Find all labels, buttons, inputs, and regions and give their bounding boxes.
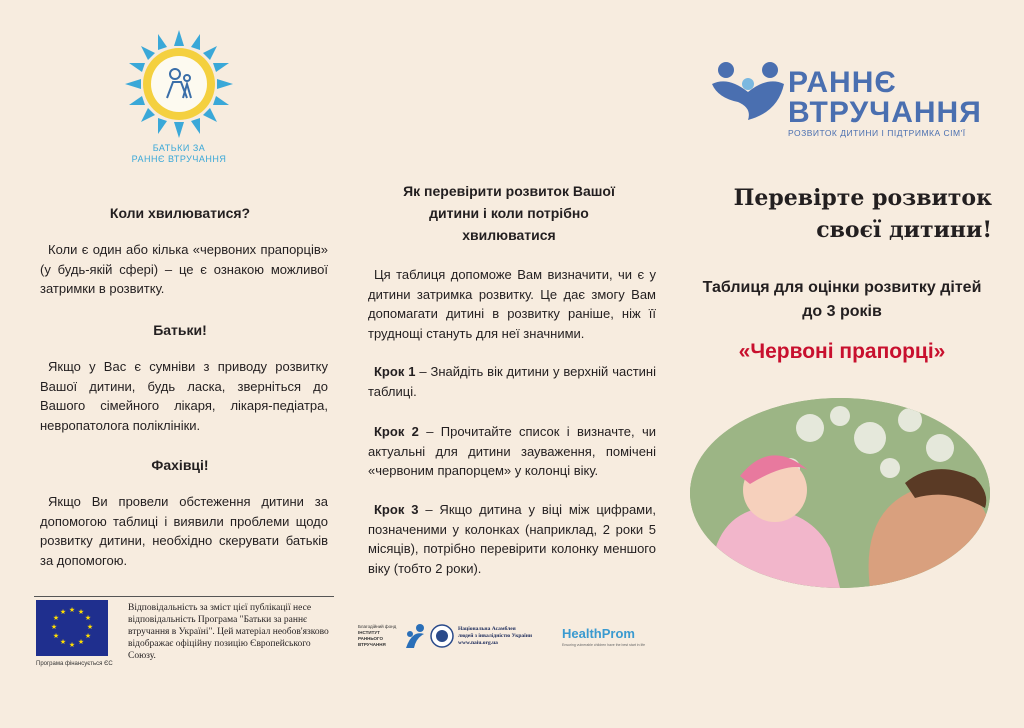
svg-text:★: ★ bbox=[52, 633, 60, 640]
intro-text: Ця таблиця допоможе Вам визначити, чи є у дитини затримка розвитку. Це дає змогу Вам допомагати дитині в розвитку раніше, ніж її труднощі стануть для неї значними. bbox=[368, 267, 656, 341]
partner-institute bbox=[358, 618, 438, 658]
partner-1-line-1: Благодійний фонд bbox=[358, 624, 397, 629]
right-panel bbox=[672, 0, 1024, 728]
step-2-text: – Прочитайте список і визначте, чи актуальні для дитини зауваження, помічені «червоним прапорцем» у колонці віку. bbox=[368, 424, 656, 478]
step-3-label: Крок 3 bbox=[374, 502, 419, 517]
father-baby-photo bbox=[690, 398, 990, 588]
svg-text:★: ★ bbox=[59, 639, 67, 646]
rv-line-1: РАННЄ bbox=[788, 66, 897, 99]
svg-text:★: ★ bbox=[68, 607, 76, 614]
partner-healthprom bbox=[562, 618, 662, 658]
svg-text:★: ★ bbox=[50, 624, 58, 631]
divider bbox=[34, 596, 334, 597]
early-intervention-logo-icon bbox=[708, 58, 788, 128]
partner-2-line-3: www.naiu.org.ua bbox=[458, 640, 498, 646]
partner-1-line-2: ІНСТИТУТ bbox=[358, 630, 380, 635]
page-subtitle: Таблиця для оцінки розвитку дітей до 3 років bbox=[702, 279, 982, 320]
svg-text:★: ★ bbox=[77, 639, 85, 646]
logo-line-1: БАТЬКИ ЗА bbox=[152, 143, 206, 153]
svg-text:★: ★ bbox=[59, 609, 67, 616]
svg-text:★: ★ bbox=[86, 624, 94, 631]
partner-1-line-3: РАННЬОГО bbox=[358, 636, 384, 641]
parents-text: Якщо у Вас є сумніви з приводу розвитку Вашої дитини, будь ласка, зверніться до Вашого сімейного лікаря, лікаря-педіатра, невропатолога поліклініки. bbox=[40, 359, 328, 433]
left-panel bbox=[0, 0, 352, 728]
parents-heading: Батьки! bbox=[153, 322, 207, 338]
early-intervention-subtitle: РОЗВИТОК ДИТИНИ І ПІДТРИМКА СІМ'Ї bbox=[788, 128, 966, 138]
eu-flag-icon bbox=[36, 600, 108, 656]
svg-text:★: ★ bbox=[77, 609, 85, 616]
when-worry-heading: Коли хвилюватися? bbox=[109, 205, 251, 221]
svg-text:★: ★ bbox=[52, 615, 60, 622]
how-to-check-heading: Як перевірити розвиток Вашої дитини і коли потрібно хвилюватися bbox=[403, 183, 615, 243]
red-flags-title: «Червоні прапорці» bbox=[738, 340, 946, 363]
partner-1-line-4: ВТРУЧАННЯ bbox=[358, 642, 386, 647]
when-worry-text: Коли є один або кілька «червоних прапорців» (у будь-якій сфері) – це є ознакою можливої затримки в розвитку. bbox=[40, 242, 328, 296]
svg-text:★: ★ bbox=[68, 642, 76, 649]
page-title: Перевірте розвиток своєї дитини! bbox=[733, 185, 992, 243]
partner-2-line-2: людей з інвалідністю України bbox=[458, 633, 533, 639]
step-3 bbox=[368, 500, 656, 578]
svg-text:★: ★ bbox=[84, 633, 92, 640]
healthprom-tagline: Ensuring vulnerable children have the best start in life bbox=[562, 643, 646, 647]
early-intervention-title bbox=[788, 68, 982, 128]
rv-line-2: ВТРУЧАННЯ bbox=[788, 96, 982, 129]
step-2-label: Крок 2 bbox=[374, 424, 419, 439]
eu-caption: Програма фінансується ЄС bbox=[36, 661, 113, 667]
step-1 bbox=[368, 362, 656, 401]
institute-logo-icon bbox=[402, 622, 430, 650]
parents-logo-text bbox=[120, 143, 238, 165]
step-3-text: – Якщо дитина у віці між цифрами, позначеними у колонках (наприклад, 2 роки 5 місяців), потрібно перевірити колонку меншого віку (тобто 2 роки). bbox=[368, 502, 656, 576]
healthprom-name: HealthProm bbox=[562, 626, 635, 641]
step-2 bbox=[368, 422, 656, 481]
step-1-label: Крок 1 bbox=[374, 364, 416, 379]
logo-line-2: РАННЄ ВТРУЧАННЯ bbox=[131, 154, 227, 164]
partner-2-line-1: Національна Асамблея bbox=[458, 626, 516, 632]
specialists-text: Якщо Ви провели обстеження дитини за допомогою таблиці і виявили проблеми щодо розвитку дитини, необхідно скерувати батьків за допомогою. bbox=[40, 494, 328, 568]
assembly-logo-icon bbox=[430, 624, 454, 648]
parents-sun-logo-icon bbox=[123, 28, 235, 140]
partner-assembly bbox=[430, 618, 560, 658]
svg-text:★: ★ bbox=[84, 615, 92, 622]
specialists-heading: Фахівці! bbox=[151, 457, 209, 473]
eu-disclaimer: Відповідальність за зміст цієї публікації несе відповідальність Програма "Батьки за раннє втручання в Україні". Цей матеріал необов'язково відображає офіційну позицію Європейського Союзу. bbox=[128, 603, 329, 661]
middle-panel bbox=[352, 0, 672, 728]
step-1-text: – Знайдіть вік дитини у верхній частині таблиці. bbox=[368, 364, 656, 399]
photo-illustration-icon bbox=[690, 398, 990, 588]
